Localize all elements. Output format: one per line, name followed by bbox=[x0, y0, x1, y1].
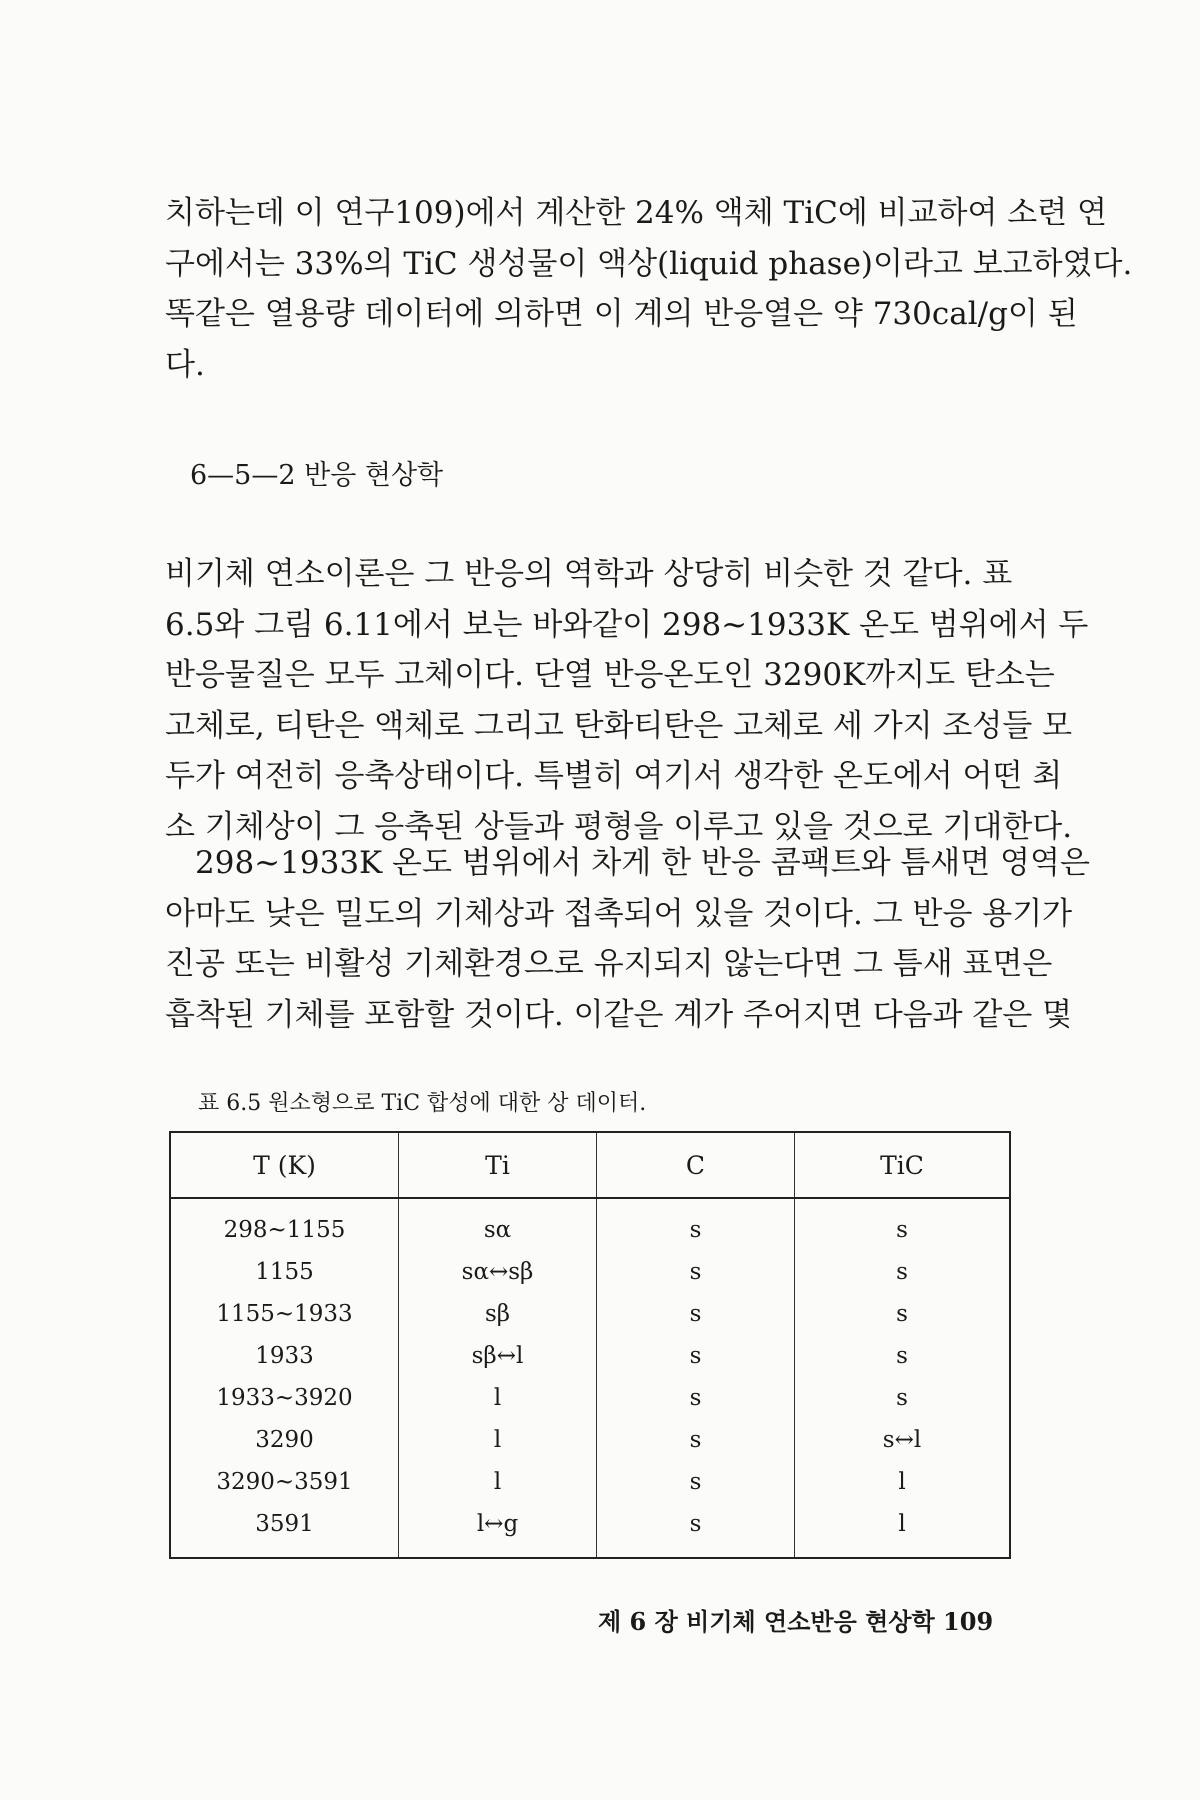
cell-temperature: 1933~3920 bbox=[216, 1385, 353, 1411]
text-line: 고체로, 티탄은 액체로 그리고 탄화티탄은 고체로 세 가지 조성들 모 bbox=[165, 707, 1073, 744]
cell-ti: l bbox=[399, 1377, 597, 1419]
table-row bbox=[170, 1198, 1010, 1251]
paragraph-intro bbox=[165, 188, 1133, 390]
text-line: 구에서는 33%의 TiC 생성물이 액상(liquid phase)이라고 보고하였다. bbox=[165, 245, 1133, 282]
text-line: 6.5와 그림 6.11에서 보는 바와같이 298~1933K 온도 범위에서 두 bbox=[165, 606, 1089, 643]
cell-c: s bbox=[597, 1198, 795, 1251]
cell-tic: s bbox=[795, 1377, 1011, 1419]
cell-temperature: 1155~1933 bbox=[216, 1301, 353, 1327]
cell-tic: s↔l bbox=[795, 1419, 1011, 1461]
cell-temperature: 1155 bbox=[255, 1259, 314, 1285]
phase-data-table bbox=[169, 1131, 1011, 1559]
cell-tic: s bbox=[795, 1293, 1011, 1335]
table-row bbox=[170, 1461, 1010, 1503]
text-line: 똑같은 열용량 데이터에 의하면 이 계의 반응열은 약 730cal/g이 된 bbox=[165, 296, 1078, 332]
header-c: C bbox=[597, 1132, 795, 1198]
cell-ti: sβ bbox=[399, 1293, 597, 1335]
table-caption: 표 6.5 원소형으로 TiC 합성에 대한 상 데이터. bbox=[198, 1091, 647, 1116]
cell-ti: l bbox=[399, 1461, 597, 1503]
table-row bbox=[170, 1251, 1010, 1293]
header-tic: TiC bbox=[795, 1132, 1011, 1198]
section-heading: 6—5—2 반응 현상학 bbox=[190, 460, 444, 491]
cell-c: s bbox=[597, 1503, 795, 1558]
cell-temperature: 298~1155 bbox=[223, 1217, 346, 1243]
running-footer: 제 6 장 비기체 연소반응 현상학 109 bbox=[598, 1607, 994, 1636]
cell-temperature: 1933 bbox=[255, 1343, 314, 1369]
cell-temperature: 3591 bbox=[255, 1511, 314, 1537]
text-line: 두가 여전히 응축상태이다. 특별히 여기서 생각한 온도에서 어떤 최 bbox=[165, 758, 1063, 794]
cell-c: s bbox=[597, 1293, 795, 1335]
header-temperature: T (K) bbox=[170, 1132, 399, 1198]
table-header-row bbox=[170, 1132, 1010, 1198]
cell-c: s bbox=[597, 1419, 795, 1461]
cell-temperature: 3290~3591 bbox=[216, 1469, 353, 1495]
table-row bbox=[170, 1377, 1010, 1419]
table-row bbox=[170, 1419, 1010, 1461]
cell-ti: sα↔sβ bbox=[399, 1251, 597, 1293]
header-ti: Ti bbox=[399, 1132, 597, 1198]
text-line: 다. bbox=[165, 346, 205, 383]
cell-ti: l↔g bbox=[399, 1503, 597, 1558]
table-row bbox=[170, 1335, 1010, 1377]
text-line: 소 기체상이 그 응축된 상들과 평형을 이루고 있을 것으로 기대한다. bbox=[165, 808, 1073, 845]
paragraph-compact bbox=[165, 838, 1090, 1040]
cell-ti: sα bbox=[399, 1198, 597, 1251]
text-line: 비기체 연소이론은 그 반응의 역학과 상당히 비슷한 것 같다. 표 bbox=[165, 556, 1013, 592]
cell-tic: s bbox=[795, 1251, 1011, 1293]
cell-ti: sβ↔l bbox=[399, 1335, 597, 1377]
text-line: 298~1933K 온도 범위에서 차게 한 반응 콤팩트와 틈새면 영역은 bbox=[195, 845, 1090, 881]
cell-tic: s bbox=[795, 1198, 1011, 1251]
cell-c: s bbox=[597, 1377, 795, 1419]
table-row bbox=[170, 1503, 1010, 1558]
cell-c: s bbox=[597, 1335, 795, 1377]
cell-temperature: 3290 bbox=[255, 1427, 314, 1453]
cell-c: s bbox=[597, 1251, 795, 1293]
cell-ti: l bbox=[399, 1419, 597, 1461]
text-line: 흡착된 기체를 포함할 것이다. 이같은 계가 주어지면 다음과 같은 몇 bbox=[165, 996, 1073, 1033]
text-line: 치하는데 이 연구109)에서 계산한 24% 액체 TiC에 비교하여 소련 연 bbox=[165, 195, 1107, 231]
cell-tic: l bbox=[795, 1461, 1011, 1503]
text-line: 반응물질은 모두 고체이다. 단열 반응온도인 3290K까지도 탄소는 bbox=[165, 657, 1055, 693]
cell-tic: s bbox=[795, 1335, 1011, 1377]
text-line: 아마도 낮은 밀도의 기체상과 접촉되어 있을 것이다. 그 반응 용기가 bbox=[165, 895, 1073, 932]
paragraph-theory bbox=[165, 549, 1089, 852]
table-row bbox=[170, 1293, 1010, 1335]
cell-c: s bbox=[597, 1461, 795, 1503]
cell-tic: l bbox=[795, 1503, 1011, 1558]
text-line: 진공 또는 비활성 기체환경으로 유지되지 않는다면 그 틈새 표면은 bbox=[165, 946, 1053, 982]
